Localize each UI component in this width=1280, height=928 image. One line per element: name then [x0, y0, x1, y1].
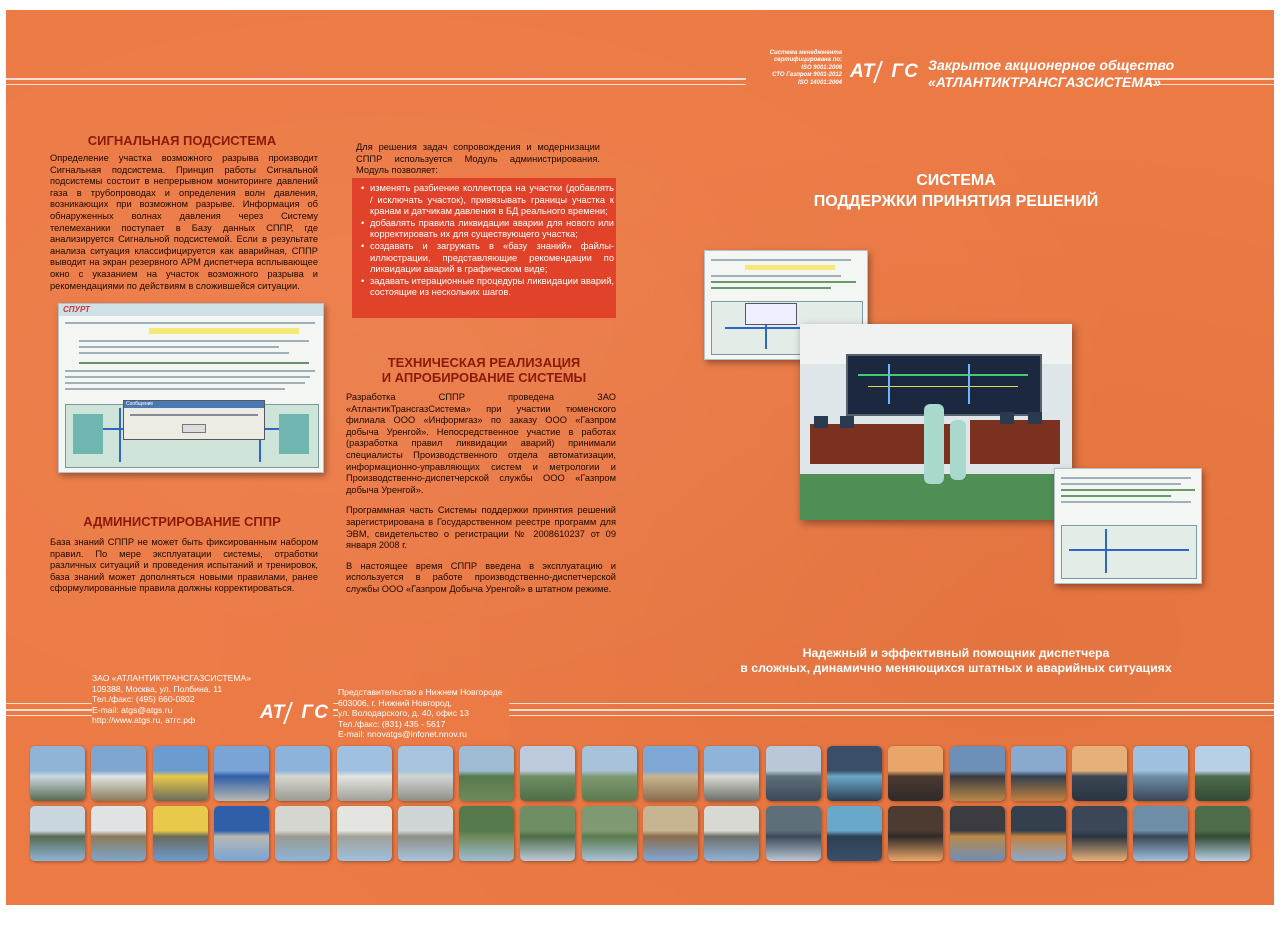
tech-paragraph-1: Разработка СППР проведена ЗАО «АтлантикТрансгазСистема» при участии тюменского филиала ООО «Информгаз» по заказу ООО «Газпром добыча Уренгой». Непосредственное участие в работах (разработка правил ликвидации аварий) принимали специалисты Производственного отдела автоматизации, информационно-управляющих систем и метрологии и Производственно-диспетчерской службы ООО «Газпром добыча Уренгой».	[346, 392, 616, 495]
photo-thumbnail	[643, 806, 698, 861]
photo-thumbnail	[30, 746, 85, 801]
photo-thumbnail	[30, 806, 85, 861]
company-logo: АТ ГС	[850, 61, 919, 83]
photo-thumbnail	[1133, 746, 1188, 801]
photo-thumbnail	[214, 746, 269, 801]
module-features-box	[352, 178, 616, 318]
module-item: • добавлять правила ликвидации аварии для нового или корректировать их для существующего участка;	[370, 218, 614, 241]
photo-thumbnail	[950, 746, 1005, 801]
photo-thumbnail	[398, 746, 453, 801]
module-item: • изменять разбиение коллектора на участки (добавлять / исключать участок), привязывать границы участка к кранам и датчикам давления в БД реального времени;	[370, 183, 614, 218]
tech-heading: ТЕХНИЧЕСКАЯ РЕАЛИЗАЦИЯ И АПРОБИРОВАНИЕ СИСТЕМЫ	[381, 355, 587, 385]
admin-text: База знаний СППР не может быть фиксированным набором правил. По мере эксплуатации системы, отработки различных ситуаций и проведения испытаний и тренировок, база знаний может дополняться новыми правилами, ранее сформулированные правила должны корректироваться.	[50, 537, 318, 594]
stripe-top-1	[6, 78, 746, 80]
cover-screenshot-2	[1054, 468, 1202, 584]
photo-thumbnail	[337, 806, 392, 861]
tech-paragraph-3: В настоящее время СППР введена в эксплуатацию и используется в работе производственно-диспетчерской службы ООО «Газпром Добыча Уренгой» в штатном режиме.	[346, 560, 616, 594]
control-room-photo	[800, 324, 1072, 520]
admin-heading: АДМИНИСТРИРОВАНИЕ СППР	[83, 514, 281, 529]
photo-thumbnail	[704, 746, 759, 801]
photo-thumbnail	[1133, 806, 1188, 861]
photo-thumbnail	[950, 806, 1005, 861]
signal-subsystem-screenshot	[58, 303, 324, 473]
photo-thumbnail	[275, 806, 330, 861]
contacts-moscow: ЗАО «АТЛАНТИКТРАНСГАЗСИСТЕМА» 109388, Москва, ул. Полбина, 11 Тел./факс: (495) 660-0802 E-mail: atgs@atgs.ru http://www.atgs.ru, атгс.рф	[92, 673, 257, 726]
photo-thumbnail	[214, 806, 269, 861]
photo-thumbnail	[1072, 746, 1127, 801]
cover-title: СИСТЕМА ПОДДЕРЖКИ ПРИНЯТИЯ РЕШЕНИЙ	[813, 172, 1099, 210]
photo-thumbnail	[337, 746, 392, 801]
photo-thumbnail	[91, 746, 146, 801]
certification-note: Система менеджмента сертифицирована по: ISO 9001:2008 СТО Газпром 9001-2012 ISO 14001:2004	[769, 50, 842, 86]
photo-thumbnail	[888, 746, 943, 801]
footer-logo: АТ ГС	[256, 702, 333, 724]
photo-thumbnail	[704, 806, 759, 861]
photo-thumbnail	[1011, 806, 1066, 861]
signal-subsystem-text: Определение участка возможного разрыва производит Сигнальная подсистема. Принцип работы Сигнальной подсистемы состоит в непрерывном мониторинге давлений газа в трубопроводах и определения волн давления, возникающих при возможном разрыве. Информация об обнаруженных волнах давления через Систему телемеханики поступает в Базу данных СППР, где анализируется Сигнальной подсистемой. Если в результате анализа ситуация классифицируется как аварийная, СППР выводит на экран резервного АРМ диспетчера всплывающее окно с указанием на участок возможного разрыва и рекомендациями по действиям в сложившейся ситуации.	[50, 153, 318, 291]
photo-thumbnail	[91, 806, 146, 861]
photo-thumbnail	[1072, 806, 1127, 861]
photo-thumbnail	[459, 746, 514, 801]
photo-thumbnail	[520, 746, 575, 801]
photo-thumbnail	[582, 746, 637, 801]
stripe-top-2	[6, 84, 746, 85]
photo-thumbnail	[1195, 806, 1250, 861]
photo-thumbnail	[643, 746, 698, 801]
photo-thumbnail	[520, 806, 575, 861]
photo-thumbnail	[766, 746, 821, 801]
video-wall	[846, 354, 1042, 416]
photo-thumbnail	[888, 806, 943, 861]
photo-thumbnail	[398, 806, 453, 861]
screenshot-dialog: Сообщение	[123, 400, 265, 440]
photo-thumbnail	[459, 806, 514, 861]
photo-thumbnail	[275, 746, 330, 801]
photo-thumbnail	[827, 746, 882, 801]
photo-thumbnail	[153, 806, 208, 861]
cover-tagline: Надежный и эффективный помощник диспетчера в сложных, динамично меняющихся штатных и аварийных ситуациях	[740, 646, 1172, 676]
module-intro: Для решения задач сопровождения и модернизации СППР используется Модуль администрирования. Модуль позволяет:	[356, 142, 600, 176]
screenshot-app-name: СПУРТ	[63, 305, 90, 314]
module-item: • создавать и загружать в «базу знаний» файлы-иллюстрации, представляющие рекомендации по ликвидации аварий в графическом виде;	[370, 241, 614, 276]
contacts-nizhny: Представительство в Нижнем Новгороде 603006, г. Нижний Новгород, ул. Володарского, д. 40, офис 13 Тел./факс: (831) 435 - 5617 E-mail: nnovatgs@infonet.nnov.ru	[338, 687, 509, 740]
photo-thumbnail	[1011, 746, 1066, 801]
photo-thumbnail	[766, 806, 821, 861]
photo-thumbnail	[153, 746, 208, 801]
photo-thumbnail	[582, 806, 637, 861]
photo-thumbnail	[1195, 746, 1250, 801]
tech-paragraph-2: Программная часть Системы поддержки принятия решений зарегистрирована в Государственном реестре программ для ЭВМ, свидетельство о регистрации № 2008610237 от 09 января 2008 г.	[346, 505, 616, 551]
module-item: • задавать итерационные процедуры ликвидации аварий, состоящие из нескольких шагов.	[370, 276, 614, 299]
brochure-spread	[6, 10, 1274, 905]
photo-thumbnail	[827, 806, 882, 861]
signal-subsystem-heading: СИГНАЛЬНАЯ ПОДСИСТЕМА	[87, 133, 277, 148]
tech-text	[346, 392, 616, 596]
company-name: Закрытое акционерное общество «АТЛАНТИКТРАНСГАЗСИСТЕМА»	[928, 57, 1175, 90]
